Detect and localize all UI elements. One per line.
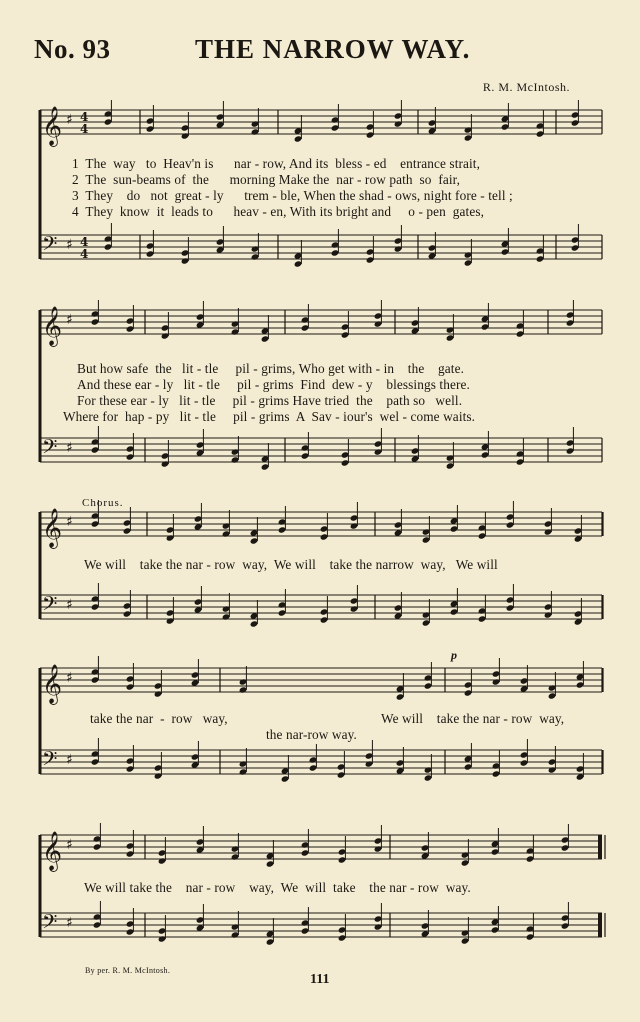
dynamic-piano: p [451, 648, 457, 662]
sys1-bass-sharp-icon: ♯ [66, 237, 73, 253]
chorus-line-2b: We will take the nar - row way, [381, 711, 565, 726]
sys2-treble-clef-icon: 𝄞 [42, 306, 63, 346]
sys1-treble-clef-icon: 𝄞 [42, 106, 63, 146]
sys5-final-barline [598, 913, 602, 937]
verse-1-line-2: But how safe the lit - tle pil - grims, Who get with - in the gate. [77, 361, 465, 376]
sys5-final-barline [598, 835, 602, 859]
sys1-bass-staff [40, 235, 602, 259]
verse-4-line-2: Where for hap - py lit - tle pil - grims A Sav - iour's wel - come waits. [63, 409, 476, 424]
verse-3-line-1: 3 They do not great - ly trem - ble, When the shad - ows, night fore - tell ; [72, 188, 513, 203]
sys4-bass-sharp-icon: ♯ [66, 752, 73, 768]
sys4-treble-clef-icon: 𝄞 [42, 664, 63, 704]
verse-2-line-1: 2 The sun-beams of the morning Make the nar - row path so fair, [72, 172, 461, 187]
sys5-treble-sharp-icon: ♯ [66, 837, 73, 853]
sys4-treble-sharp-icon: ♯ [66, 670, 73, 686]
sys2-treble-staff [40, 310, 602, 334]
sys2-bass-staff [40, 438, 602, 462]
sys5-bass-sharp-icon: ♯ [66, 915, 73, 931]
sys4-bass-clef-icon: 𝄢 [42, 747, 58, 775]
sys4-treble-staff [40, 668, 602, 692]
page-number: 111 [310, 972, 330, 987]
chorus-line-2a: take the nar - row way, [90, 711, 228, 726]
verse-4-line-1: 4 They know it leads to heav - en, With its bright and o - pen gates, [72, 204, 485, 219]
verse-3-line-2: For these ear - ly lit - tle pil - grims Have tried the path so well. [77, 393, 463, 408]
sys3-bass-clef-icon: 𝄢 [42, 592, 58, 620]
verse-1-line-1: 1 The way to Heav'n is nar - row, And its bless - ed entrance strait, [72, 156, 481, 171]
sys2-treble-sharp-icon: ♯ [66, 312, 73, 328]
sys1-treble-sharp-icon: ♯ [66, 112, 73, 128]
sys3-treble-clef-icon: 𝄞 [42, 508, 63, 548]
hymn-title: THE NARROW WAY. [195, 34, 471, 64]
sys1-treble-time-top: 4 [80, 110, 89, 124]
sys3-treble-sharp-icon: ♯ [66, 514, 73, 530]
sys5-treble-staff [40, 835, 602, 859]
sys1-treble-staff [40, 110, 602, 134]
chorus-line-3: We will take the nar - row way, We will take the nar - row way. [84, 880, 471, 895]
sys3-bass-sharp-icon: ♯ [66, 597, 73, 613]
composer-credit: R. M. McIntosh. [482, 80, 570, 94]
sys1-bass-time-top: 4 [80, 235, 89, 249]
chorus-label: Chorus. [82, 497, 124, 509]
footer-credit: By per. R. M. McIntosh. [85, 966, 171, 975]
sys5-treble-clef-icon: 𝄞 [42, 831, 63, 871]
sys5-bass-staff [40, 913, 602, 937]
sys1-bass-time-bottom: 4 [80, 247, 89, 261]
chorus-line-1: We will take the nar - row way, We will take the narrow way, We will [84, 557, 498, 572]
sys5-bass-clef-icon: 𝄢 [42, 910, 58, 938]
sys1-bass-clef-icon: 𝄢 [42, 232, 58, 260]
chorus-line-2-alto: the nar-row way. [266, 727, 357, 742]
sys2-bass-clef-icon: 𝄢 [42, 435, 58, 463]
sys2-bass-sharp-icon: ♯ [66, 440, 73, 456]
verse-2-line-2: And these ear - ly lit - tle pil - grims Find dew - y blessings there. [77, 377, 470, 392]
hymn-number: No. 93 [34, 34, 111, 64]
sys1-treble-time-bottom: 4 [80, 122, 89, 136]
sys4-bass-staff [40, 750, 602, 774]
